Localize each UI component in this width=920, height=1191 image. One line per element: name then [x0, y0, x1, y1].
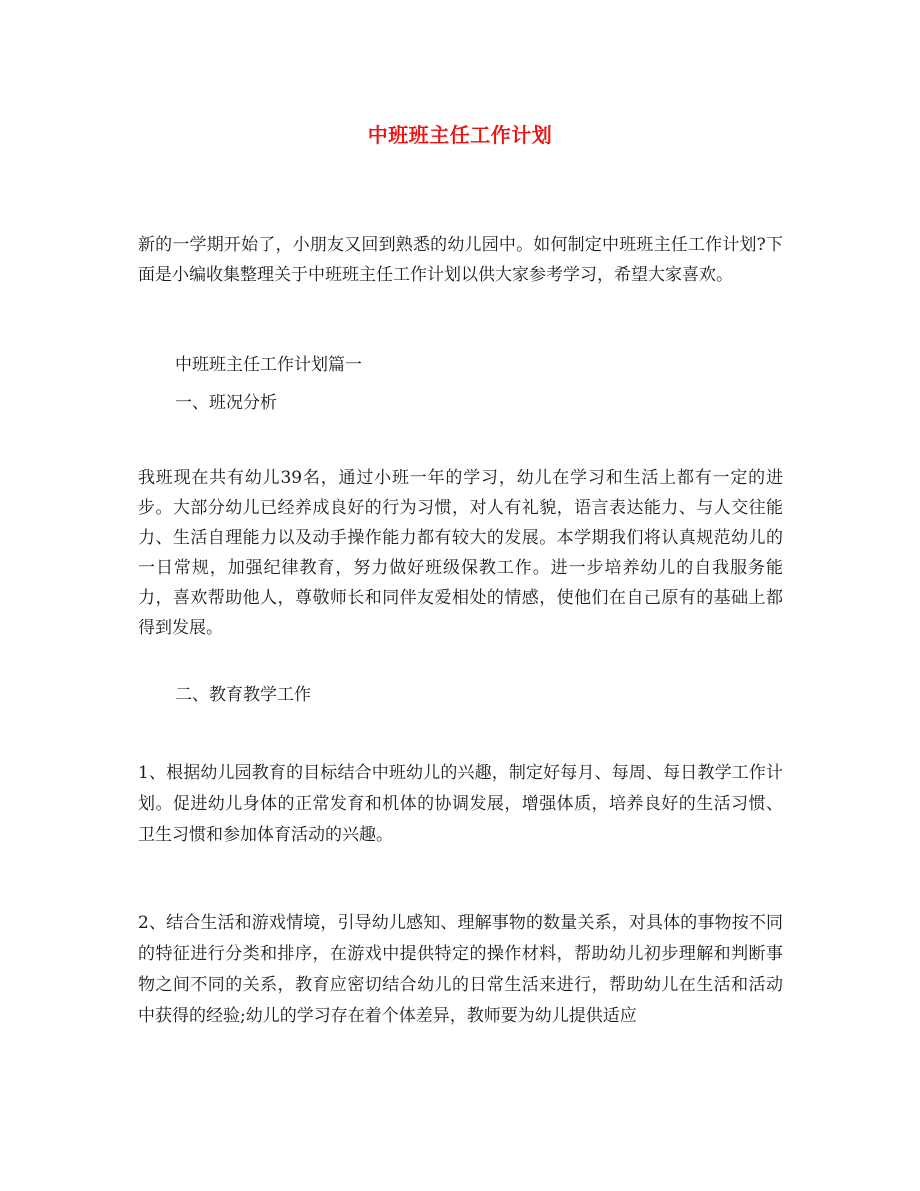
document-title: 中班班主任工作计划	[367, 123, 553, 147]
class-analysis-paragraph: 我班现在共有幼儿39名，通过小班一年的学习，幼儿在学习和生活上都有一定的进步。大部分幼儿已经养成良好的行为习惯，对人有礼貌，语言表达能力、与人交往能力、生活自理能力以及动手操作能力都有较大的发展。本学期我们将认真规范幼儿的一日常规，加强纪律教育，努力做好班级保教工作。进一步培养幼儿的自我服务能力，喜欢帮助他人，尊敬师长和同伴友爱相处的情感，使他们在自己原有的基础上都得到发展。	[138, 468, 783, 638]
teaching-item-1: 1、根据幼儿园教育的目标结合中班幼儿的兴趣，制定好每月、每周、每日教学工作计划。促进幼儿身体的正常发育和机体的协调发展，增强体质，培养良好的生活习惯、卫生习惯和参加体育活动的兴趣。	[138, 763, 783, 845]
section-title: 中班班主任工作计划篇一	[175, 355, 362, 375]
teaching-item-2: 2、结合生活和游戏情境，引导幼儿感知、理解事物的数量关系，对具体的事物按不同的特征进行分类和排序，在游戏中提供特定的操作材料，帮助幼儿初步理解和判断事物之间不同的关系，教育应密切结合幼儿的日常生活来进行，帮助幼儿在生活和活动中获得的经验;幼儿的学习存在着个体差异，教师要为幼儿提供适应	[138, 913, 783, 1026]
intro-paragraph: 新的一学期开始了，小朋友又回到熟悉的幼儿园中。如何制定中班班主任工作计划?下面是小编收集整理关于中班班主任工作计划以供大家参考学习，希望大家喜欢。	[138, 235, 783, 285]
heading-class-analysis: 一、班况分析	[175, 393, 277, 413]
heading-teaching-work: 二、教育教学工作	[175, 685, 311, 705]
